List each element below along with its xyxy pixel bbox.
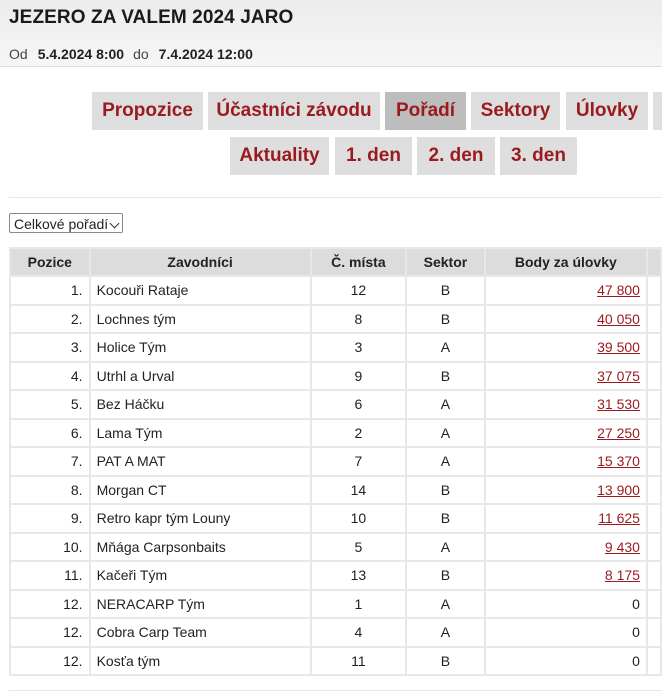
position-cell: 12. — [11, 591, 89, 618]
table-row — [11, 306, 660, 333]
tab-den-1[interactable]: 1. den — [335, 137, 412, 175]
sector-cell: A — [407, 334, 484, 361]
table-row — [11, 505, 660, 532]
points-cell — [486, 334, 646, 361]
sector-cell: A — [407, 448, 484, 475]
table-bottom-divider — [9, 690, 662, 691]
points-cell — [486, 391, 646, 418]
overflow-cell — [648, 591, 660, 618]
overflow-cell — [648, 562, 660, 589]
points-link[interactable]: 37 075 — [597, 367, 640, 384]
tab-den-3[interactable]: 3. den — [500, 137, 577, 175]
spot-number-cell: 10 — [312, 505, 406, 532]
spot-number-cell: 13 — [312, 562, 406, 589]
tab-propozice[interactable]: Propozice — [92, 92, 203, 130]
spot-number-cell: 1 — [312, 591, 406, 618]
sector-cell: B — [407, 277, 484, 304]
points-link[interactable]: 39 500 — [597, 339, 640, 356]
points-cell — [486, 477, 646, 504]
tab-ulovky[interactable]: Úlovky — [566, 92, 648, 130]
position-cell: 4. — [11, 363, 89, 390]
points-cell — [486, 448, 646, 475]
position-cell: 7. — [11, 448, 89, 475]
points-cell — [486, 306, 646, 333]
team-name-cell: Lochnes tým — [91, 306, 310, 333]
position-cell: 10. — [11, 534, 89, 561]
team-name-cell: Bez Háčku — [91, 391, 310, 418]
overflow-cell — [648, 306, 660, 333]
points-cell — [486, 534, 646, 561]
spot-number-cell: 4 — [312, 619, 406, 646]
sector-cell: A — [407, 591, 484, 618]
spot-number-cell: 9 — [312, 363, 406, 390]
overflow-cell — [648, 334, 660, 361]
sector-cell: A — [407, 534, 484, 561]
table-row — [11, 334, 660, 361]
team-name-cell: Cobra Carp Team — [91, 619, 310, 646]
position-cell: 3. — [11, 334, 89, 361]
date-range — [9, 46, 262, 62]
points-link[interactable]: 8 175 — [604, 567, 640, 584]
table-row — [11, 448, 660, 475]
position-cell: 11. — [11, 562, 89, 589]
sector-cell: B — [407, 648, 484, 675]
sector-cell: B — [407, 562, 484, 589]
sector-cell: B — [407, 306, 484, 333]
spot-number-cell: 7 — [312, 448, 406, 475]
position-cell: 9. — [11, 505, 89, 532]
team-name-cell: Lama Tým — [91, 420, 310, 447]
table-row — [11, 277, 660, 304]
overflow-cell — [648, 505, 660, 532]
from-label: Od — [9, 46, 28, 62]
col-header-position[interactable]: Pozice — [11, 249, 89, 275]
ranking-select-value: Celkové pořadí — [14, 216, 109, 232]
team-name-cell: Kačeři Tým — [91, 562, 310, 589]
tab-den-2[interactable]: 2. den — [417, 137, 495, 175]
position-cell: 12. — [11, 619, 89, 646]
team-name-cell: PAT A MAT — [91, 448, 310, 475]
tab-sektory[interactable]: Sektory — [471, 92, 560, 130]
points-link[interactable]: 27 250 — [597, 424, 640, 441]
col-header-spot[interactable]: Č. místa — [312, 249, 406, 275]
points-link[interactable]: 11 625 — [598, 510, 640, 527]
spot-number-cell: 11 — [312, 648, 406, 675]
sector-cell: A — [407, 619, 484, 646]
sector-cell: B — [407, 477, 484, 504]
sector-cell: A — [407, 420, 484, 447]
team-name-cell: Retro kapr tým Louny — [91, 505, 310, 532]
points-link[interactable]: 9 430 — [604, 538, 640, 555]
col-header-overflow — [648, 249, 660, 275]
table-header-row — [11, 249, 660, 275]
sector-cell: A — [407, 391, 484, 418]
tab-overflow[interactable] — [653, 92, 662, 130]
position-cell: 8. — [11, 477, 89, 504]
points-link[interactable]: 15 370 — [597, 453, 640, 470]
ranking-select[interactable] — [9, 213, 123, 233]
points-link[interactable]: 47 800 — [597, 282, 640, 299]
points-cell — [486, 562, 646, 589]
points-link[interactable]: 40 050 — [597, 310, 640, 327]
team-name-cell: Kosťa tým — [91, 648, 310, 675]
team-name-cell: Holice Tým — [91, 334, 310, 361]
to-value: 7.4.2024 12:00 — [158, 46, 253, 62]
tab-ucastnici[interactable]: Účastníci závodu — [208, 92, 380, 130]
points-cell: 0 — [486, 619, 646, 646]
points-cell — [486, 505, 646, 532]
from-value: 5.4.2024 8:00 — [37, 46, 125, 62]
spot-number-cell: 14 — [312, 477, 406, 504]
overflow-cell — [648, 477, 660, 504]
points-cell: 0 — [486, 648, 646, 675]
results-table — [9, 247, 662, 676]
col-header-team[interactable]: Zavodníci — [91, 249, 310, 275]
overflow-cell — [648, 448, 660, 475]
table-row — [11, 562, 660, 589]
divider — [9, 197, 662, 198]
table-row — [11, 420, 660, 447]
overflow-cell — [648, 420, 660, 447]
points-link[interactable]: 31 530 — [597, 396, 640, 413]
position-cell: 1. — [11, 277, 89, 304]
table-row — [11, 591, 660, 618]
team-name-cell: Mňága Carpsonbaits — [91, 534, 310, 561]
table-row — [11, 477, 660, 504]
position-cell: 5. — [11, 391, 89, 418]
table-row — [11, 648, 660, 675]
to-label: do — [133, 46, 149, 62]
points-link[interactable]: 13 900 — [597, 481, 640, 498]
points-cell — [486, 420, 646, 447]
overflow-cell — [648, 277, 660, 304]
spot-number-cell: 3 — [312, 334, 406, 361]
tab-poradi[interactable]: Pořadí — [385, 92, 466, 130]
table-row — [11, 534, 660, 561]
col-header-sector[interactable]: Sektor — [407, 249, 484, 275]
team-name-cell: Kocouři Rataje — [91, 277, 310, 304]
overflow-cell — [648, 363, 660, 390]
col-header-points[interactable]: Body za úlovky — [486, 249, 646, 275]
spot-number-cell: 8 — [312, 306, 406, 333]
overflow-cell — [648, 391, 660, 418]
page-title: JEZERO ZA VALEM 2024 JARO — [9, 7, 294, 28]
position-cell: 2. — [11, 306, 89, 333]
points-cell: 0 — [486, 591, 646, 618]
sector-cell: B — [407, 363, 484, 390]
table-row — [11, 391, 660, 418]
tab-aktuality[interactable]: Aktuality — [230, 137, 329, 175]
spot-number-cell: 2 — [312, 420, 406, 447]
team-name-cell: NERACARP Tým — [91, 591, 310, 618]
team-name-cell: Utrhl a Urval — [91, 363, 310, 390]
chevron-down-icon — [110, 219, 120, 229]
overflow-cell — [648, 619, 660, 646]
sector-cell: B — [407, 505, 484, 532]
position-cell: 6. — [11, 420, 89, 447]
points-cell — [486, 363, 646, 390]
team-name-cell: Morgan CT — [91, 477, 310, 504]
page-header — [0, 0, 662, 67]
position-cell: 12. — [11, 648, 89, 675]
spot-number-cell: 5 — [312, 534, 406, 561]
spot-number-cell: 6 — [312, 391, 406, 418]
table-row — [11, 619, 660, 646]
overflow-cell — [648, 534, 660, 561]
spot-number-cell: 12 — [312, 277, 406, 304]
overflow-cell — [648, 648, 660, 675]
table-row — [11, 363, 660, 390]
points-cell — [486, 277, 646, 304]
